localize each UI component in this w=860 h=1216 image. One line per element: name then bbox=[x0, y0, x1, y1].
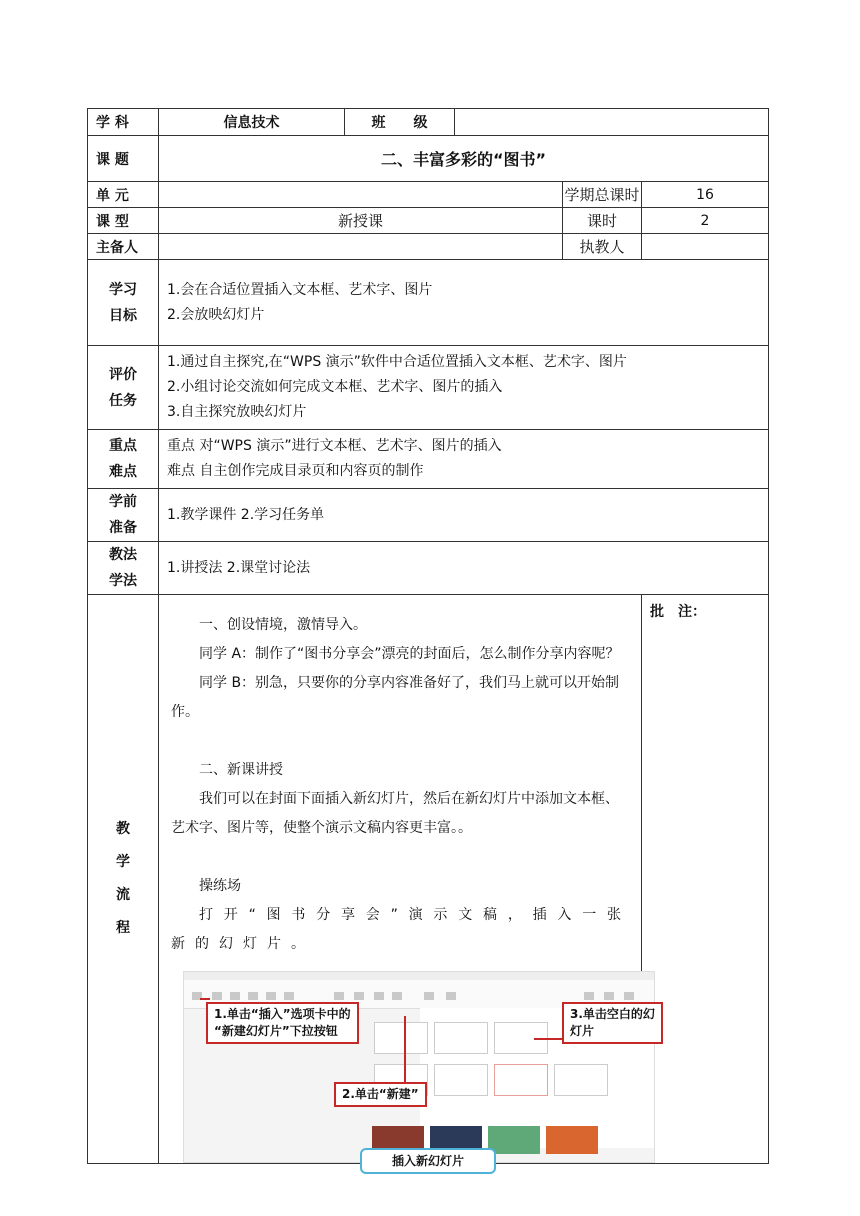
goals-label: 学习 目标 bbox=[88, 260, 159, 346]
preparer-label: 主备人 bbox=[88, 234, 159, 260]
template-thumbnail[interactable] bbox=[546, 1126, 598, 1154]
chart-icon bbox=[266, 992, 276, 1000]
symbol-icon bbox=[374, 992, 384, 1000]
screenshot-caption: 插入新幻灯片 bbox=[360, 1148, 496, 1174]
callout-arrow bbox=[404, 1016, 406, 1082]
unit-label: 单 元 bbox=[88, 182, 159, 208]
topic-label: 课 题 bbox=[88, 136, 159, 182]
smartart-icon bbox=[284, 992, 294, 1000]
flow-paragraph: 同学 A：制作了“图书分享会”漂亮的封面后，怎么制作分享内容呢？ bbox=[199, 646, 620, 662]
teacher-label: 执教人 bbox=[563, 234, 642, 260]
unit-value bbox=[159, 182, 563, 208]
preparer-value bbox=[159, 234, 563, 260]
picture-icon bbox=[212, 992, 222, 1000]
flow-paragraph: 我们可以在封面下面插入新幻灯片，然后在新幻灯片中添加文本框、艺术字、图片等，使整个演示文稿内容更丰富。。 bbox=[171, 791, 619, 836]
textbox-icon bbox=[334, 992, 344, 1000]
lesson-plan-table bbox=[87, 108, 769, 1168]
flow-paragraph: 打开“图书分享会”演示文稿，插入一张新的幻灯片。 bbox=[171, 907, 631, 952]
goal-item: 1.会在合适位置插入文本框、艺术字、图片 bbox=[167, 281, 433, 298]
tasks-content bbox=[159, 346, 769, 430]
flow-content bbox=[159, 595, 655, 1168]
hours-label: 课时 bbox=[563, 208, 642, 234]
teacher-value bbox=[642, 234, 769, 260]
slide-number-icon bbox=[424, 992, 434, 1000]
key-point-item: 难点 自主创作完成目录页和内容页的制作 bbox=[167, 463, 424, 479]
table-icon bbox=[248, 992, 258, 1000]
tasks-label: 评价 任务 bbox=[88, 346, 159, 430]
flow-paragraph: 同学 B：别急，只要你的分享内容准备好了，我们马上就可以开始制作。 bbox=[171, 675, 620, 720]
type-value: 新授课 bbox=[159, 208, 563, 234]
callout-step-2: 2.单击“新建” bbox=[334, 1082, 427, 1107]
annotation-column: 批 注： bbox=[642, 595, 769, 1164]
callout-arrow bbox=[200, 998, 210, 1000]
wps-screenshot bbox=[183, 971, 655, 1168]
goal-item: 2.会放映幻灯片 bbox=[167, 306, 265, 323]
slide-layout[interactable] bbox=[554, 1064, 608, 1096]
hours-value: 2 bbox=[642, 208, 769, 234]
flow-paragraph: 二、新课讲授 bbox=[199, 762, 283, 778]
prep-content: 1.教学课件 2.学习任务单 bbox=[159, 489, 769, 542]
task-item: 3.自主探究放映幻灯片 bbox=[167, 404, 307, 420]
link-icon bbox=[624, 992, 634, 1000]
flow-paragraph: 一、创设情境，激情导入。 bbox=[199, 617, 367, 633]
goals-content bbox=[159, 260, 769, 346]
key-points-content bbox=[159, 430, 769, 489]
slide-layout[interactable] bbox=[374, 1022, 428, 1054]
audio-icon bbox=[584, 992, 594, 1000]
blank-slide-layout[interactable] bbox=[494, 1064, 548, 1096]
callout-step-3: 3.单击空白的幻 灯片 bbox=[562, 1002, 663, 1044]
topic-value: 二、丰富多彩的“图书” bbox=[159, 136, 769, 182]
slide-layout[interactable] bbox=[434, 1064, 488, 1096]
key-points-label: 重点 难点 bbox=[88, 430, 159, 489]
prep-label: 学前 准备 bbox=[88, 489, 159, 542]
formula-icon bbox=[392, 992, 402, 1000]
class-value bbox=[455, 109, 769, 136]
task-item: 2.小组讨论交流如何完成文本框、艺术字、图片的插入 bbox=[167, 379, 503, 395]
total-hours-value: 16 bbox=[642, 182, 769, 208]
flow-spacer bbox=[171, 727, 631, 756]
task-item: 1.通过自主探究,在“WPS 演示”软件中合适位置插入文本框、艺术字、图片 bbox=[167, 354, 627, 370]
key-point-item: 重点 对“WPS 演示”进行文本框、艺术字、图片的插入 bbox=[167, 438, 502, 454]
template-thumbnail[interactable] bbox=[488, 1126, 540, 1154]
shape-icon bbox=[230, 992, 240, 1000]
callout-step-1: 1.单击“插入”选项卡中的 “新建幻灯片”下拉按钮 bbox=[206, 1002, 359, 1044]
flow-label: 教 学 流 程 bbox=[88, 595, 159, 1164]
methods-content: 1.讲授法 2.课堂讨论法 bbox=[159, 542, 769, 595]
subject-value: 信息技术 bbox=[159, 109, 345, 136]
total-hours-label: 学期总课时 bbox=[563, 182, 642, 208]
wordart-icon bbox=[354, 992, 364, 1000]
video-icon bbox=[604, 992, 614, 1000]
flow-spacer bbox=[171, 843, 631, 872]
callout-arrow bbox=[534, 1038, 562, 1040]
subject-label: 学 科 bbox=[88, 109, 159, 136]
title-bar bbox=[184, 972, 654, 980]
methods-label: 教法 学法 bbox=[88, 542, 159, 595]
date-icon bbox=[446, 992, 456, 1000]
class-label: 班 级 bbox=[345, 109, 455, 136]
slide-layout[interactable] bbox=[434, 1022, 488, 1054]
type-label: 课 型 bbox=[88, 208, 159, 234]
flow-paragraph: 操练场 bbox=[199, 878, 241, 894]
